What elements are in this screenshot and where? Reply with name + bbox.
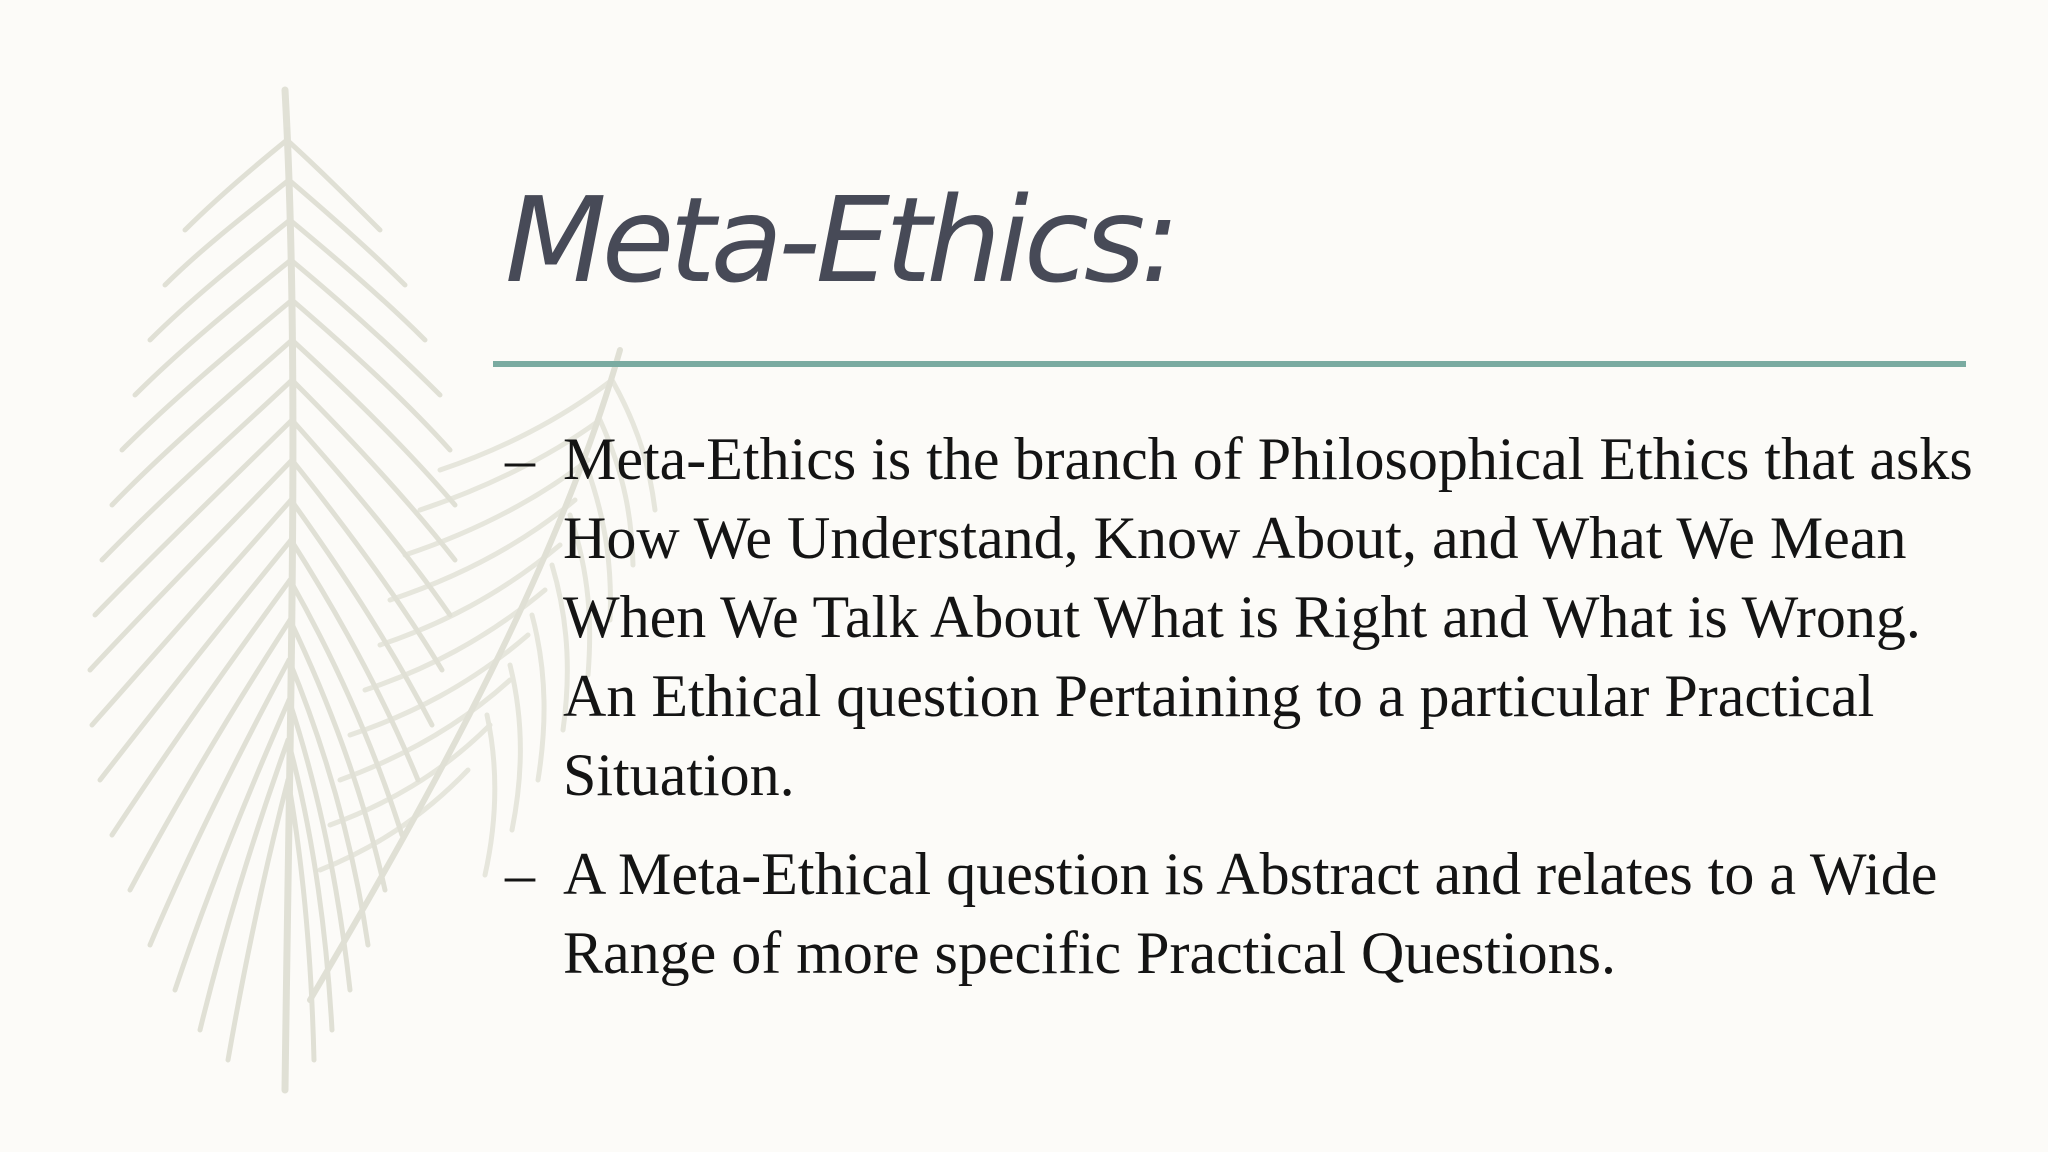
bullet-text: A Meta-Ethical question is Abstract and relates to a Wide Range of more specific Practical Questions. <box>563 841 1938 986</box>
bullet-text: Meta-Ethics is the branch of Philosophical Ethics that asks How We Understand, Know About, and What We Mean When We Talk About What is Right and What is Wrong. An Ethical question Pertaining to a particular Practical Situation. <box>563 426 1973 808</box>
list-item <box>505 835 1985 993</box>
title-divider <box>493 361 1966 367</box>
bullet-dash: – <box>505 426 535 492</box>
page-title: Meta-Ethics: <box>505 171 1176 309</box>
bullet-dash: – <box>505 841 535 907</box>
list-item <box>505 420 1985 815</box>
bullet-list <box>505 420 1985 1013</box>
